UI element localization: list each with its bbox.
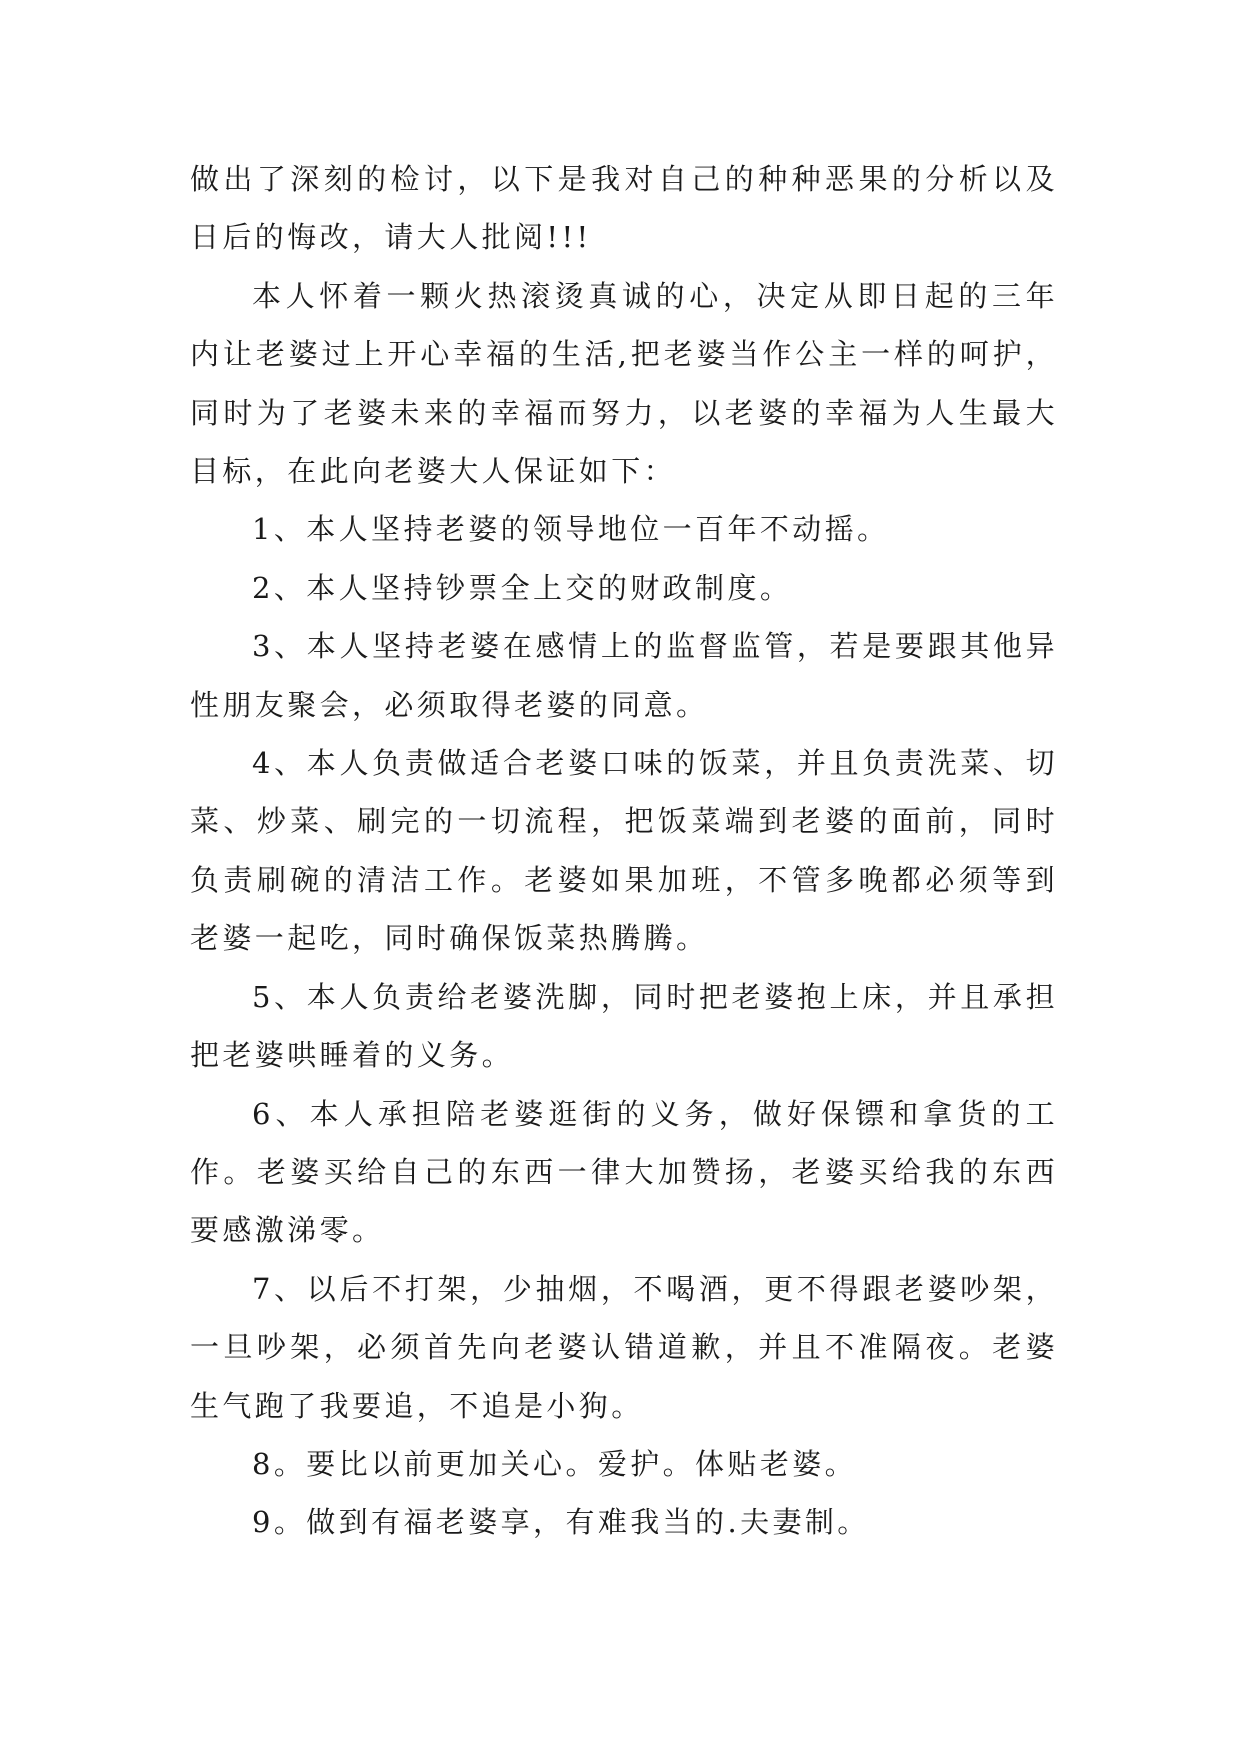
paragraph-item-1: 1、本人坚持老婆的领导地位一百年不动摇。 xyxy=(252,512,890,547)
paragraph-item-2: 2、本人坚持钞票全上交的财政制度。 xyxy=(252,570,793,605)
paragraph-pledge-intro: 本人怀着一颗火热滚烫真诚的心，决定从即日起的三年内让老婆过上开心幸福的生活,把老婆当作公主一样的呵护，同时为了老婆未来的幸福而努力，以老婆的幸福为人生最大目标，在此向老婆大人保证如下： xyxy=(190,278,1058,489)
paragraph-item-6: 6、本人承担陪老婆逛街的义务，做好保镖和拿货的工作。老婆买给自己的东西一律大加赞扬，老婆买给我的东西要感激涕零。 xyxy=(190,1096,1058,1248)
paragraph-item-9: 9。做到有福老婆享，有难我当的.夫妻制。 xyxy=(252,1505,870,1540)
document-body xyxy=(190,150,1058,1552)
paragraph-item-5: 5、本人负责给老婆洗脚，同时把老婆抱上床，并且承担把老婆哄睡着的义务。 xyxy=(190,979,1058,1073)
paragraph-item-7: 7、以后不打架，少抽烟，不喝酒，更不得跟老婆吵架，一旦吵架，必须首先向老婆认错道歉，并且不准隔夜。老婆生气跑了我要追，不追是小狗。 xyxy=(190,1271,1058,1423)
paragraph-intro-continuation: 做出了深刻的检讨，以下是我对自己的种种恶果的分析以及日后的悔改，请大人批阅!!! xyxy=(190,162,1058,255)
paragraph-item-8: 8。要比以前更加关心。爱护。体贴老婆。 xyxy=(252,1446,858,1481)
paragraph-item-4: 4、本人负责做适合老婆口味的饭菜，并且负责洗菜、切菜、炒菜、刷完的一切流程，把饭菜端到老婆的面前，同时负责刷碗的清洁工作。老婆如果加班，不管多晚都必须等到老婆一起吃，同时确保饭菜热腾腾。 xyxy=(190,746,1058,956)
paragraph-item-3: 3、本人坚持老婆在感情上的监督监管，若是要跟其他异性朋友聚会，必须取得老婆的同意。 xyxy=(190,629,1058,722)
